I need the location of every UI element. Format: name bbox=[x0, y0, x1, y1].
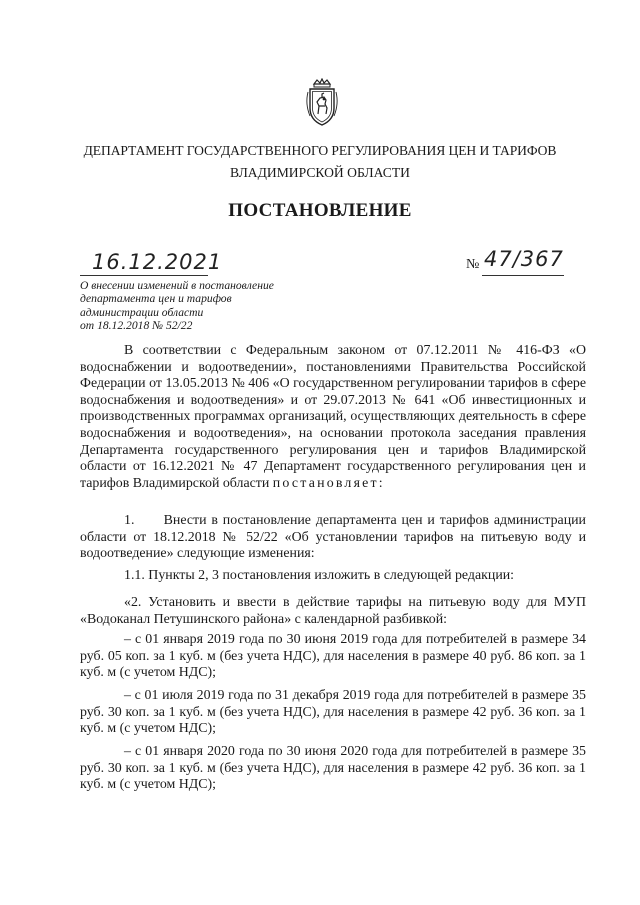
decree-word: постановляет: bbox=[272, 475, 385, 491]
quoted-item-2-paragraph bbox=[80, 595, 586, 628]
item-1-paragraph bbox=[80, 513, 586, 563]
subject-line: от 18.12.2018 № 52/22 bbox=[80, 319, 193, 333]
tariff-period-3-text: – с 01 января 2020 года по 30 июня 2020 года для потребителей в размере 35 руб. 30 коп. за 1 куб. м (без учета НДС), для населения в размере 42 руб. 36 коп. за 1 куб. м (с учетом НДС); bbox=[80, 744, 586, 793]
item-1-1-text: 1.1. Пункты 2, 3 постановления изложить в следующей редакции: bbox=[124, 568, 515, 583]
department-name-line2: ВЛАДИМИРСКОЙ ОБЛАСТИ bbox=[230, 165, 410, 180]
preamble-text: В соответствии с Федеральным законом от 07.12.2011 № 416-ФЗ «О водоснабжении и водоотведении», постановлениями Правительства Российской Федерации от 13.05.2013 № 406 «О государственном регулировании тарифов в сфере водоснабжения и водоотведения» и от 29.07.2013 № 641 «Об инвестиционных и производственных программах организаций, осуществляющих деятельность в сфере водоснабжения и водоотведения», на основании протокола заседания правления Департамента государственного регулирования цен и тарифов Владимирской области от 16.12.2021 № 47 Департамент государственного регулирования цен и тарифов Владимирской области bbox=[80, 343, 586, 491]
coat-of-arms-icon bbox=[302, 78, 342, 128]
tariff-period-2 bbox=[80, 688, 586, 738]
item-1-text: 1. Внести в постановление департамента цен и тарифов администрации области от 18.12.2018 № 52/22 «Об установлении тарифов на питьевую воду и водоотведение» следующие изменения: bbox=[80, 513, 586, 562]
number-underline bbox=[482, 275, 564, 276]
tariff-period-1-text: – с 01 января 2019 года по 30 июня 2019 года для потребителей в размере 34 руб. 05 коп. за 1 куб. м (без учета НДС), для населения в размере 40 руб. 86 коп. за 1 куб. м (с учетом НДС); bbox=[80, 632, 586, 681]
subject-line: департамента цен и тарифов bbox=[80, 292, 232, 306]
quoted-item-2-text: «2. Установить и ввести в действие тарифы на питьевую воду для МУП «Водоканал Петушинского района» с календарной разбивкой: bbox=[80, 595, 586, 627]
document-subject bbox=[80, 279, 310, 333]
document-title: ПОСТАНОВЛЕНИЕ bbox=[228, 200, 412, 221]
tariff-period-1 bbox=[80, 632, 586, 682]
item-1-1-paragraph bbox=[80, 568, 586, 585]
subject-line: администрации области bbox=[80, 305, 204, 319]
date-underline bbox=[80, 275, 208, 276]
department-name-line1: ДЕПАРТАМЕНТ ГОСУДАРСТВЕННОГО РЕГУЛИРОВАНИЯ ЦЕН И ТАРИФОВ bbox=[83, 143, 557, 158]
tariff-period-2-text: – с 01 июля 2019 года по 31 декабря 2019 года для потребителей в размере 35 руб. 30 коп. за 1 куб. м (без учета НДС), для населения в размере 42 руб. 36 коп. за 1 куб. м (с учетом НДС); bbox=[80, 688, 586, 737]
tariff-period-3 bbox=[80, 744, 586, 794]
handwritten-date: 16.12.2021 bbox=[92, 250, 223, 274]
handwritten-number: 47/367 bbox=[484, 247, 564, 271]
number-sign: № bbox=[466, 257, 480, 272]
subject-line: О внесении изменений в постановление bbox=[80, 279, 274, 292]
preamble-paragraph bbox=[80, 343, 586, 492]
